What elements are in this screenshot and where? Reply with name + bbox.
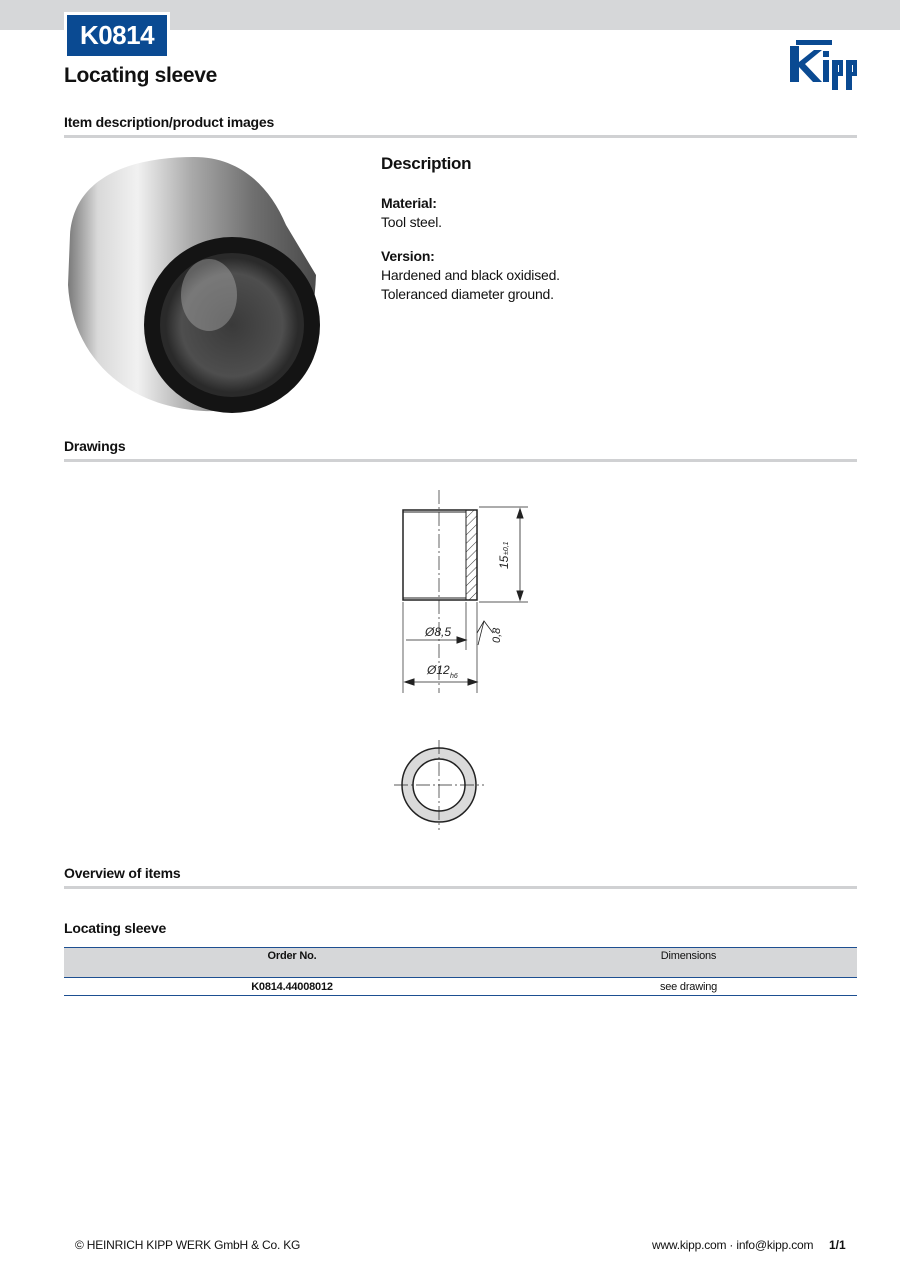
end-view [394, 740, 484, 830]
items-table [64, 947, 857, 996]
section-heading-overview: Overview of items [64, 865, 181, 881]
footer-copyright: © HEINRICH KIPP WERK GmbH & Co. KG [75, 1238, 301, 1252]
technical-drawing [380, 485, 550, 835]
item-code-badge [64, 12, 170, 59]
section-divider [64, 459, 857, 462]
chamfer-label: 0,8 [491, 627, 503, 643]
section-heading-item-description: Item description/product images [64, 114, 275, 130]
footer-page-number: 1/1 [829, 1238, 846, 1252]
product-photo [64, 155, 324, 417]
section-heading-drawings: Drawings [64, 438, 126, 454]
description-title: Description [381, 154, 472, 173]
dimensions-cell: see drawing [659, 980, 718, 993]
section-divider [64, 886, 857, 889]
column-header-dimensions: Dimensions [660, 950, 717, 962]
table-header-row [64, 947, 857, 978]
height-tolerance: ±0,1 [503, 541, 510, 555]
version-line-2: Toleranced diameter ground. [381, 286, 554, 302]
table-subheading: Locating sleeve [64, 920, 167, 936]
side-view [403, 490, 528, 693]
table-row [64, 978, 857, 996]
section-divider [64, 135, 857, 138]
order-number-cell: K0814.44008012 [251, 980, 333, 993]
material-value: Tool steel. [381, 214, 442, 230]
kipp-logo-mark [790, 40, 857, 90]
material-label: Material: [381, 195, 437, 211]
version-label: Version: [381, 248, 435, 264]
kipp-logo [782, 36, 860, 96]
logo-text: Kipp [782, 36, 785, 37]
item-code: K0814 [67, 15, 167, 56]
column-header-order-no: Order No. [267, 950, 317, 962]
footer-contact: www.kipp.com · info@kipp.com [652, 1238, 814, 1252]
outer-diameter-label: Ø12 [427, 663, 450, 677]
version-line-1: Hardened and black oxidised. [381, 267, 560, 283]
page-title: Locating sleeve [64, 64, 218, 87]
height-label: 15 [497, 555, 511, 569]
inner-diameter-label: Ø8,5 [425, 625, 452, 639]
outer-fit-label: h6 [450, 673, 458, 680]
